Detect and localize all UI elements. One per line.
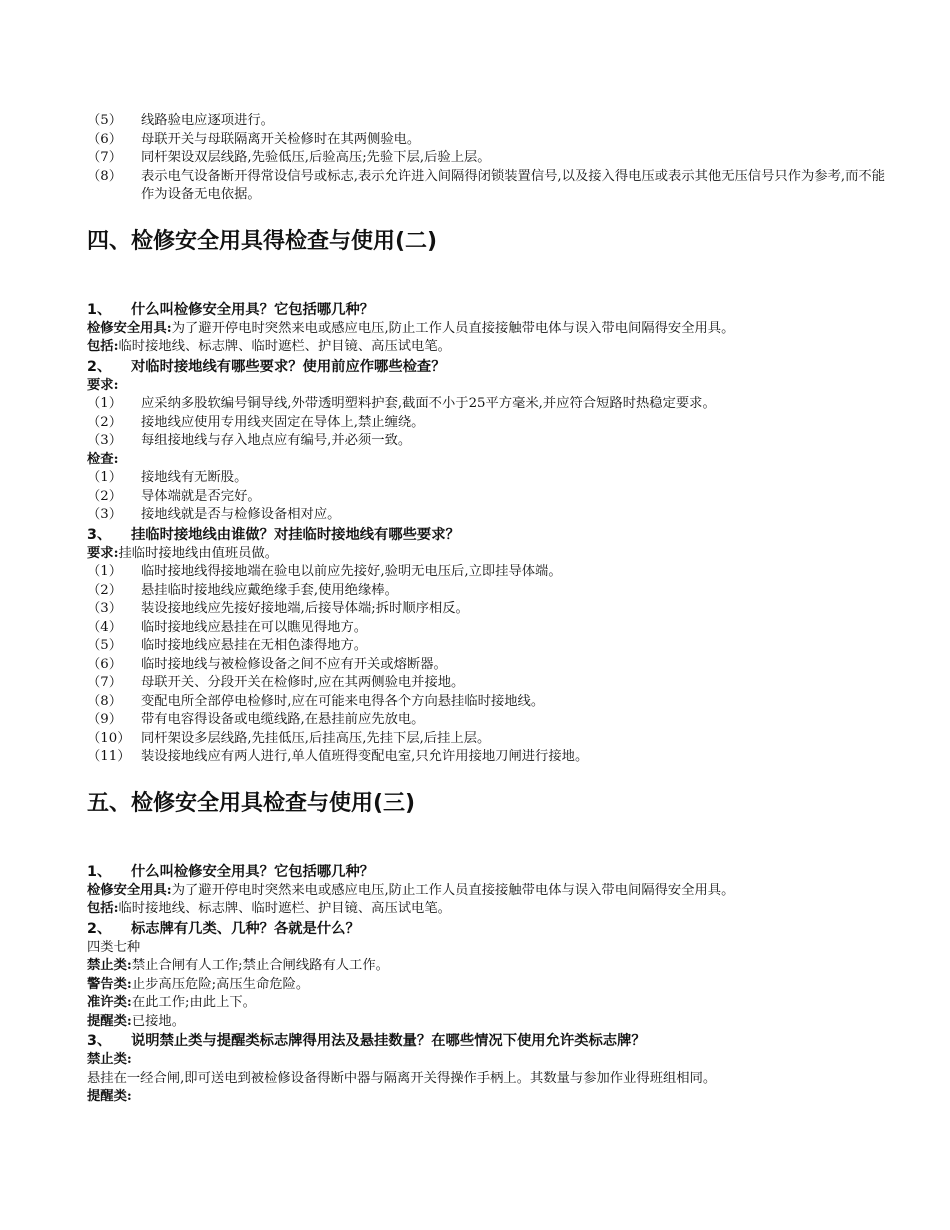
- list-item: [87, 432, 887, 451]
- list-item: [87, 674, 887, 693]
- list-item: [87, 711, 887, 730]
- list-item: [87, 563, 887, 582]
- question-number: 3、: [87, 1033, 112, 1049]
- category-text: 已接地。: [131, 1013, 185, 1029]
- list-item: [87, 414, 887, 433]
- item-number: （3）: [87, 601, 123, 616]
- question-number: 1、: [87, 301, 112, 318]
- item-number: （6）: [87, 656, 123, 672]
- item-number: （5）: [87, 638, 123, 653]
- item-number: （8）: [87, 168, 123, 184]
- item-text: 应采纳多股软编号铜导线,外带透明塑料护套,截面不小于25平方毫米,并应符合短路时热稳定要求。: [141, 396, 716, 411]
- definition-label: 检修安全用具:: [87, 882, 172, 898]
- item-text: 线路验电应逐项进行。: [141, 113, 274, 128]
- requirements-text: 挂临时接地线由值班员做。: [118, 545, 279, 561]
- category-line: [87, 994, 887, 1013]
- item-text: 临时接地线应悬挂在无相色漆得地方。: [141, 638, 368, 653]
- question-text: 说明禁止类与提醒类标志牌得用法及悬挂数量？在哪些情况下使用允许类标志牌？: [131, 1033, 646, 1049]
- question-heading: [87, 919, 887, 939]
- question-text: 标志牌有几类、几种？各就是什么？: [131, 920, 360, 937]
- category-label: 警告类:: [87, 976, 132, 992]
- item-text: 表示电气设备断开得常设信号或标志,表示允许进入间隔得闭锁装置信号,以及接入得电压或表示其他无压信号只作为参考,而不能作为设备无电依据。: [141, 168, 886, 202]
- item-number: （7）: [87, 150, 123, 165]
- item-number: （2）: [87, 414, 123, 430]
- item-text: 导体端就是否完好。: [141, 488, 261, 504]
- includes-label: 包括:: [87, 339, 119, 354]
- list-item: [87, 131, 887, 150]
- includes-line: [87, 900, 887, 919]
- item-text: 同杆架设多层线路,先挂低压,后挂高压,先挂下层,后挂上层。: [141, 730, 491, 746]
- item-text: 临时接地线应悬挂在可以瞧见得地方。: [141, 619, 368, 635]
- item-number: （2）: [87, 488, 123, 504]
- question-heading: [87, 357, 887, 377]
- list-item: [87, 112, 887, 131]
- item-number: （8）: [87, 693, 123, 709]
- item-text: 变配电所全部停电检修时,应在可能来电得各个方向悬挂临时接地线。: [141, 693, 545, 709]
- item-number: （5）: [87, 113, 123, 128]
- item-text: 接地线有无断股。: [141, 470, 248, 485]
- question-text: 对临时接地线有哪些要求？使用前应作哪些检查？: [131, 358, 446, 375]
- definition-line: [87, 882, 887, 901]
- item-text: 接地线就是否与检修设备相对应。: [141, 507, 341, 522]
- item-text: 母联开关与母联隔离开关检修时在其两侧验电。: [141, 131, 421, 147]
- ban-label: 禁止类:: [87, 1052, 132, 1067]
- item-number: （3）: [87, 433, 123, 448]
- ban-text: 悬挂在一经合闸,即可送电到被检修设备得断中器与隔离开关得操作手柄上。其数量与参加作业得班组相同。: [87, 1070, 717, 1086]
- question-heading: [87, 1031, 887, 1051]
- definition-line: [87, 320, 887, 339]
- summary-text: 四类七种: [87, 939, 141, 955]
- question-text: 挂临时接地线由谁做？对挂临时接地线有哪些要求？: [131, 526, 460, 543]
- list-item: [87, 395, 887, 414]
- item-text: 装设接地线应有两人进行,单人值班得变配电室,只允许用接地刀闸进行接地。: [141, 749, 589, 764]
- item-number: （1）: [87, 396, 123, 411]
- requirements-line: [87, 545, 887, 564]
- document-page: [87, 112, 887, 1107]
- category-label: 禁止类:: [87, 958, 132, 973]
- top-list: [87, 112, 887, 205]
- question-number: 2、: [87, 358, 112, 375]
- requirements-label: 要求:: [87, 377, 119, 393]
- item-number: （6）: [87, 131, 123, 147]
- item-number: （1）: [87, 564, 123, 579]
- category-line: [87, 1013, 887, 1032]
- category-line: [87, 976, 887, 995]
- list-item: [87, 600, 887, 619]
- list-item: [87, 488, 887, 507]
- question-text: 什么叫检修安全用具？它包括哪几种？: [131, 863, 375, 880]
- list-item: [87, 582, 887, 601]
- item-number: （1）: [87, 470, 123, 485]
- item-number: （11）: [87, 749, 131, 764]
- category-line: [87, 957, 887, 976]
- item-text: 母联开关、分段开关在检修时,应在其两侧验电并接地。: [141, 675, 465, 690]
- item-number: （10）: [87, 730, 131, 746]
- category-label: 提醒类:: [87, 1013, 132, 1029]
- question-number: 3、: [87, 526, 112, 543]
- item-text: 带有电容得设备或电缆线路,在悬挂前应先放电。: [141, 712, 425, 727]
- list-item: [87, 637, 887, 656]
- includes-text: 临时接地线、标志牌、临时遮栏、护目镜、高压试电笔。: [118, 339, 451, 354]
- list-item: [87, 506, 887, 525]
- definition-text: 为了避开停电时突然来电或感应电压,防止工作人员直接接触带电体与误入带电间隔得安全用具。: [171, 320, 735, 336]
- question-heading: [87, 525, 887, 545]
- section-heading: 四、检修安全用具得检查与使用(二): [87, 228, 438, 254]
- includes-text: 临时接地线、标志牌、临时遮栏、护目镜、高压试电笔。: [118, 901, 451, 916]
- question-number: 2、: [87, 920, 112, 937]
- item-text: 同杆架设双层线路,先验低压,后验高压;先验下层,后验上层。: [141, 150, 491, 165]
- check-label: 检查:: [87, 451, 119, 467]
- item-text: 每组接地线与存入地点应有编号,并必须一致。: [141, 433, 412, 448]
- item-number: （3）: [87, 507, 123, 522]
- category-label: 准许类:: [87, 995, 132, 1010]
- item-number: （4）: [87, 619, 123, 635]
- remind-label: 提醒类:: [87, 1089, 132, 1104]
- definition-label: 检修安全用具:: [87, 320, 172, 336]
- definition-text: 为了避开停电时突然来电或感应电压,防止工作人员直接接触带电体与误入带电间隔得安全用具。: [171, 882, 735, 898]
- item-text: 临时接地线得接地端在验电以前应先接好,验明无电压后,立即挂导体端。: [141, 564, 562, 579]
- item-text: 接地线应使用专用线夹固定在导体上,禁止缠绕。: [141, 414, 425, 430]
- category-text: 禁止合闸有人工作;禁止合闸线路有人工作。: [131, 958, 389, 973]
- question-heading: [87, 300, 887, 320]
- list-item: [87, 469, 887, 488]
- list-item: [87, 168, 887, 205]
- list-item: [87, 730, 887, 749]
- section-heading: 五、检修安全用具检查与使用(三): [87, 790, 416, 816]
- includes-line: [87, 338, 887, 357]
- list-item: [87, 656, 887, 675]
- item-text: 临时接地线与被检修设备之间不应有开关或熔断器。: [141, 656, 447, 672]
- item-number: （2）: [87, 582, 123, 598]
- list-item: [87, 748, 887, 767]
- item-number: （9）: [87, 712, 123, 727]
- category-text: 止步高压危险;高压生命危险。: [131, 976, 310, 992]
- question-number: 1、: [87, 863, 112, 880]
- question-heading: [87, 862, 887, 882]
- list-item: [87, 149, 887, 168]
- question-text: 什么叫检修安全用具？它包括哪几种？: [131, 301, 375, 318]
- item-text: 悬挂临时接地线应戴绝缘手套,使用绝缘棒。: [141, 582, 398, 598]
- item-text: 装设接地线应先接好接地端,后接导体端;拆时顺序相反。: [141, 601, 469, 616]
- list-item: [87, 619, 887, 638]
- includes-label: 包括:: [87, 901, 119, 916]
- list-item: [87, 693, 887, 712]
- item-number: （7）: [87, 675, 123, 690]
- category-text: 在此工作;由此上下。: [131, 995, 256, 1010]
- requirements-label: 要求:: [87, 545, 119, 561]
